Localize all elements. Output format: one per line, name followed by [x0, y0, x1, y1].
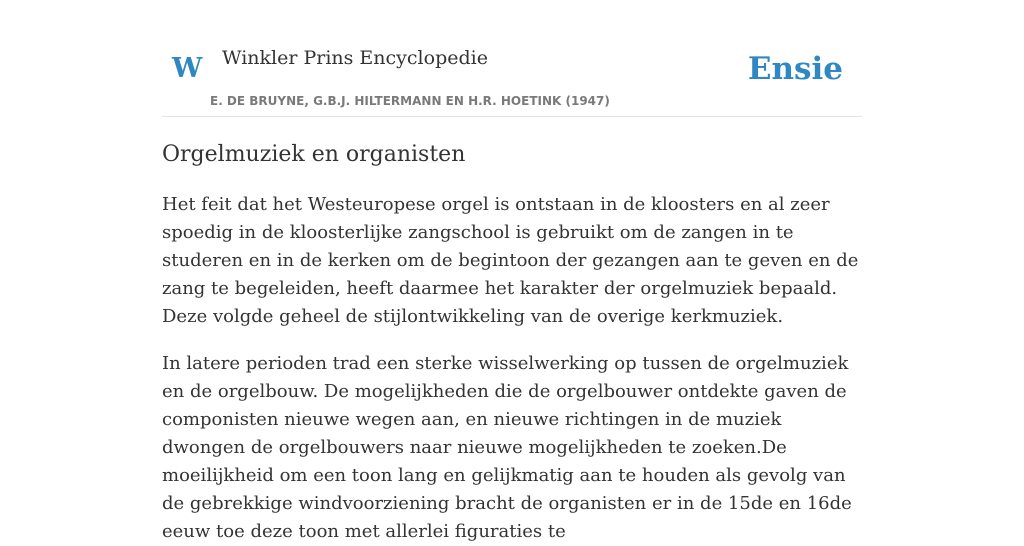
- article-title: Orgelmuziek en organisten: [162, 142, 466, 167]
- publication-title[interactable]: Winkler Prins Encyclopedie: [222, 47, 488, 69]
- authors-byline: E. DE BRUYNE, G.B.J. HILTERMANN EN H.R. HOETINK (1947): [210, 94, 610, 108]
- ensie-logo-link[interactable]: Ensie: [747, 51, 843, 87]
- article-body: [162, 139, 862, 546]
- winkler-prins-logo-icon[interactable]: W: [172, 53, 203, 84]
- article-paragraph-1: Het feit dat het Westeuropese orgel is ontstaan in de kloosters en al zeer spoedig in de kloosterlijke zangschool is gebruikt om de zangen in te studeren en in de kerken om de begintoon der gezangen aan te geven en de zang te begeleiden, heeft daarmee het karakter der orgelmuziek bepaald. Deze volgde geheel de stijlontwikkeling van de overige kerkmuziek.: [162, 194, 859, 327]
- article-paragraph-2: In latere perioden trad een sterke wisselwerking op tussen de orgelmuziek en de orgelbouw. De mogelijkheden die de orgelbouwer ontdekte gaven de componisten nieuwe wegen aan, en nieuwe richtingen in de muziek dwongen de orgelbouwers naar nieuwe mogelijkheden te zoeken.De moeilijkheid om een toon lang en gelijkmatig aan te houden als gevolg van de gebrekkige windvoorziening bracht de organisten er in de 15de en 16de eeuw toe deze toon met allerlei figuraties te: [162, 353, 852, 542]
- site-header: [162, 0, 862, 117]
